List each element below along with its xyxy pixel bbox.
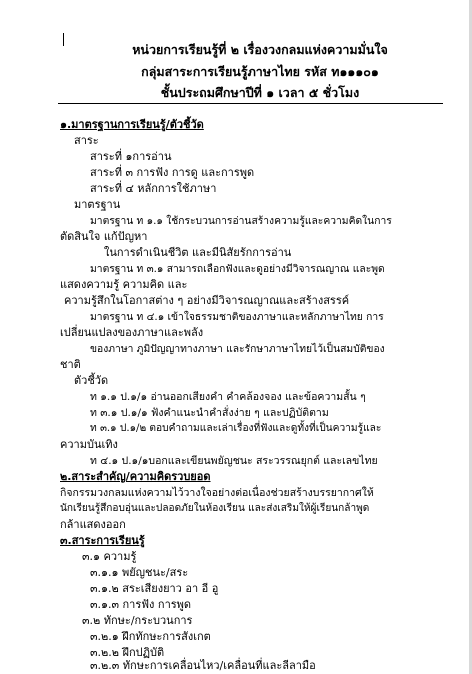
section-2-text-line-c: กล้าแสดงออก: [60, 518, 126, 531]
sara-4: สาระที่ ๔ หลักการใช้ภาษา: [90, 182, 217, 195]
title-line-1: หน่วยการเรียนรู้ที่ ๒ เรื่องวงกลมแห่งความมั่นใจ: [132, 42, 388, 57]
title-line-3: ชั้นประถมศึกษาปีที่ ๑ เวลา ๕ ชั่วโมง: [160, 85, 360, 100]
indicator-4: ท ๔.๑ ป.๑/๑บอกและเขียนพยัญชนะ สระวรรณยุกต์ และเลขไทย: [90, 455, 378, 467]
standard-4-1-line-b: เปลี่ยนแปลงของภาษาและพลัง: [60, 326, 204, 339]
skills-item-3: ๓.๒.๓ ทักษะการเคลื่อนไหว/เคลื่อนที่และลีลามือ: [90, 659, 316, 672]
knowledge-heading: ๓.๑ ความรู้: [82, 550, 137, 563]
standard-3-1-line-c: ความรู้สึกในโอกาสต่าง ๆ อย่างมีวิจารณญาณและสร้างสรรค์: [64, 294, 350, 307]
knowledge-item-2: ๓.๑.๒ สระเสียงยาว อา อี อู: [90, 582, 219, 595]
mattrathan-label: มาตรฐาน: [74, 198, 121, 211]
standard-1-1-line-b: ตัดสินใจ แก้ปัญหา: [60, 230, 148, 243]
sara-label: สาระ: [74, 134, 99, 147]
section-2-text-line-b: นักเรียนรู้สึกอบอุ่นและปลอดภัยในห้องเรียน และส่งเสริมให้ผู้เรียนกล้าพูด: [60, 503, 370, 514]
title-line-2: กลุ่มสาระการเรียนรู้ภาษาไทย รหัส ท๑๑๑๐๑: [141, 64, 379, 79]
skills-item-2: ๓.๒.๒ ฝึกปฏิบัติ: [90, 646, 165, 659]
section-3-heading: ๓.สาระการเรียนรู้: [60, 534, 145, 547]
standard-3-1-line-a: มาตรฐาน ท ๓.๑ สามารถเลือกฟังและดูอย่างมีวิจารณญาณ และพูด: [90, 263, 385, 275]
section-2-heading: ๒.สาระสำคัญ/ความคิดรวบยอด: [60, 470, 211, 483]
title-underline: [58, 103, 443, 104]
section-2-text-line-a: กิจกรรมวงกลมแห่งความไว้วางใจอย่างต่อเนื่องช่วยสร้างบรรยากาศให้: [60, 487, 374, 499]
standard-4-1-line-d: ชาติ: [60, 358, 81, 371]
indicator-3-line-b: ความบันเทิง: [60, 438, 118, 451]
standard-3-1-line-b: แสดงความรู้ ความคิด และ: [60, 278, 188, 291]
standard-1-1-line-c: ในการดำเนินชีวิต และมีนิสัยรักการอ่าน: [104, 246, 292, 259]
skills-item-1: ๓.๒.๑ ฝึกทักษะการสังเกต: [90, 630, 211, 643]
knowledge-item-3: ๓.๑.๓ การฟัง การพูด: [90, 598, 192, 611]
skills-heading: ๓.๒ ทักษะ/กระบวนการ: [82, 614, 193, 627]
indicator-2: ท ๓.๑ ป.๑/๑ ฟังคำแนะนำคำสั่งง่าย ๆ และปฏิบัติตาม: [90, 407, 329, 419]
standard-4-1-line-a: มาตรฐาน ท ๔.๑ เข้าใจธรรมชาติของภาษาและหลักภาษาไทย การ: [90, 311, 384, 323]
sara-1: สาระที่ ๑การอ่าน: [90, 150, 172, 163]
indicator-label: ตัวชี้วัด: [74, 374, 109, 387]
sara-3: สาระที่ ๓ การฟัง การดู และการพูด: [90, 166, 255, 179]
indicator-3-line-a: ท ๓.๑ ป.๑/๒ ตอบคำถามและเล่าเรื่องที่ฟังและดูทั้งที่เป็นความรู้และ: [90, 423, 382, 434]
knowledge-item-1: ๓.๑.๑ พยัญชนะ/สระ: [90, 566, 189, 579]
indicator-1: ท ๑.๑ ป.๑/๑ อ่านออกเสียงคำ คำคล้องจอง และข้อความสั้น ๆ: [90, 391, 366, 403]
section-1-heading: ๑.มาตรฐานการเรียนรู้/ตัวชี้วัด: [60, 118, 204, 131]
standard-4-1-line-c: ของภาษา ภูมิปัญญาทางภาษา และรักษาภาษาไทยไว้เป็นสมบัติของ: [90, 343, 385, 355]
standard-1-1-line-a: มาตรฐาน ท ๑.๑ ใช้กระบวนการอ่านสร้างความรู้และความคิดในการ: [90, 215, 392, 227]
